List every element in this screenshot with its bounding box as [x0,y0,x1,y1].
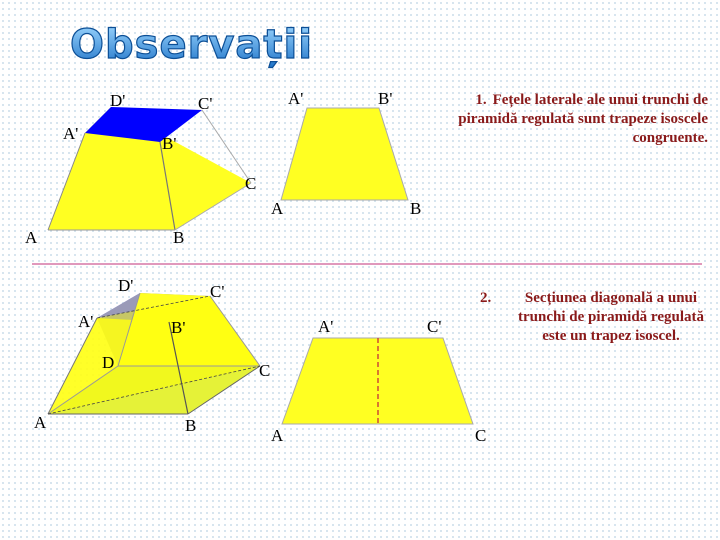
label-b-top: B' [162,134,177,153]
label-sec-a-top: A' [318,317,334,336]
observation-2-number: 2. [480,290,492,306]
observation-2-text: Secțiunea diagonală a unui trunchi de piramidă regulată este un trapez isoscel. [518,290,704,344]
lateral-face-trapezoid [271,89,421,218]
label-face-a-top: A' [288,89,304,108]
label2-a: A [34,413,47,432]
label-face-a: A [271,199,284,218]
label-sec-a: A [271,426,284,445]
label2-c: C [259,361,271,380]
label-sec-c: C [475,426,487,445]
observation-1-number: 1. [475,92,487,108]
observation-2 [480,289,712,346]
label-a-top: A' [63,124,79,143]
label2-c-top: C' [210,282,225,301]
diagonal-section-trapezoid [271,317,486,445]
label-face-b: B [410,199,422,218]
label-sec-c-top: C' [427,317,442,336]
label-c: C [245,174,257,193]
frustum-1-front-face [48,133,175,230]
label-d-top: D' [110,91,126,110]
label2-d: D [102,353,115,372]
label2-b: B [185,416,197,435]
observation-1-text: Fețele laterale ale unui trunchi de piramidă regulată sunt trapeze isoscele congruente. [458,92,708,146]
label-b: B [173,228,185,247]
page-title: Observații [70,22,313,68]
label2-a-top: A' [78,312,94,331]
frustum-2 [34,276,270,435]
label2-b-top: B' [171,318,186,337]
label-c-top: C' [198,94,213,113]
observation-1 [418,91,708,148]
label2-d-top: D' [118,276,134,295]
label-face-b-top: B' [378,89,393,108]
label-a: A [25,228,38,247]
lateral-face-shape [281,108,408,200]
frustum-1 [25,91,256,247]
